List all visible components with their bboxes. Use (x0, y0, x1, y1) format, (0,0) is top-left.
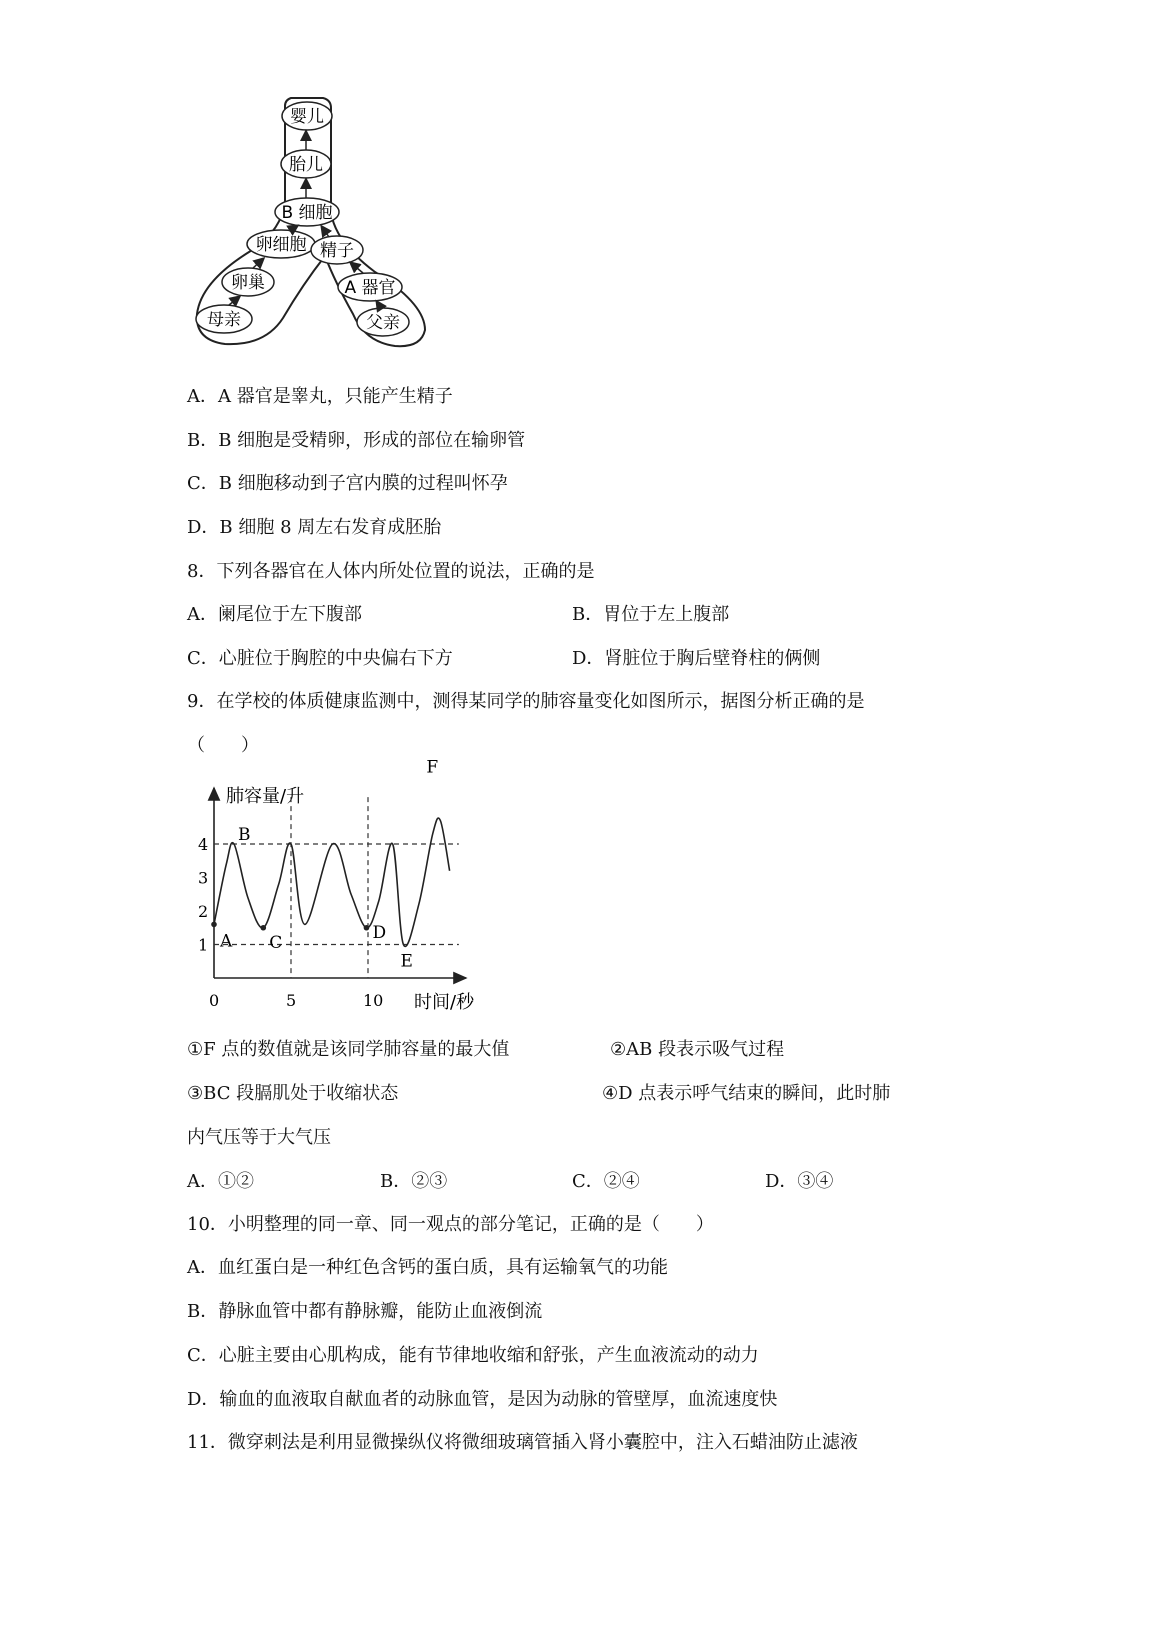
q10-option-a: A．血红蛋白是一种红色含钙的蛋白质，具有运输氧气的功能 (187, 1257, 668, 1278)
q9-statement-4-continued: 内气压等于大气压 (187, 1127, 331, 1148)
y-tick-2: 2 (198, 902, 209, 921)
q8-option-d: D．肾脏位于胸后壁脊柱的俩侧 (572, 648, 821, 669)
point-C (260, 925, 266, 931)
node-ovary-label: 卵巢 (231, 273, 265, 293)
reproduction-diagram (185, 92, 445, 352)
q9-option-c: C．②④ (572, 1171, 640, 1192)
x-axis-label: 时间/秒 (414, 992, 475, 1013)
q10-stem: 10．小明整理的同一章、同一观点的部分笔记，正确的是（ ） (187, 1214, 714, 1235)
q9-statement-3: ③BC 段膈肌处于收缩状态 (187, 1083, 399, 1104)
q7-option-c: C．B 细胞移动到子宫内膜的过程叫怀孕 (187, 473, 508, 494)
q9-option-b: B．②③ (380, 1171, 448, 1192)
lung-capacity-chart (190, 757, 500, 1023)
q10-option-c: C．心脏主要由心肌构成，能有节律地收缩和舒张，产生血液流动的动力 (187, 1345, 759, 1366)
q8-option-c: C．心脏位于胸腔的中央偏右下方 (187, 648, 453, 669)
point-A (211, 922, 217, 928)
q9-statement-4: ④D 点表示呼气结束的瞬间，此时肺 (602, 1083, 891, 1104)
q7-option-d: D．B 细胞 8 周左右发育成胚胎 (187, 517, 442, 538)
q8-stem: 8．下列各器官在人体内所处位置的说法，正确的是 (187, 561, 595, 582)
q11-stem: 11．微穿刺法是利用显微操纵仪将微细玻璃管插入肾小囊腔中，注入石蜡油防止滤液 (187, 1432, 858, 1453)
arrow-aorgan-sperm (351, 263, 363, 273)
q9-option-a: A．①② (187, 1171, 254, 1192)
arrow-ovary-egg (253, 259, 263, 268)
q10-option-b: B．静脉血管中都有静脉瓣，能防止血液倒流 (187, 1301, 543, 1322)
arrow-mother-ovary (229, 297, 239, 305)
q8-option-b: B．胃位于左上腹部 (572, 604, 730, 625)
point-label-C: C (269, 932, 283, 953)
q9-statement-2: ②AB 段表示吸气过程 (610, 1039, 785, 1060)
y-axis-label: 肺容量/升 (226, 786, 305, 807)
point-D (364, 925, 370, 931)
node-egg-label: 卵细胞 (255, 235, 307, 255)
q9-statement-1: ①F 点的数值就是该同学肺容量的最大值 (187, 1039, 510, 1060)
y-tick-4: 4 (198, 835, 209, 854)
node-sperm-label: 精子 (320, 241, 354, 261)
node-bcell-label: B 细胞 (281, 203, 333, 223)
q8-option-a: A．阑尾位于左下腹部 (187, 604, 362, 625)
point-label-F: F (426, 757, 439, 778)
x-tick-10: 10 (363, 991, 384, 1010)
y-tick-1: 1 (198, 935, 209, 955)
q7-option-a: A．A 器官是睾丸，只能产生精子 (187, 386, 453, 407)
q9-stem-continued: （ ） (187, 735, 259, 756)
q9-option-d: D．③④ (765, 1171, 834, 1192)
point-label-E: E (400, 951, 413, 972)
node-father-label: 父亲 (366, 313, 400, 333)
node-aorgan-label: A 器官 (344, 278, 396, 298)
q9-stem: 9．在学校的体质健康监测中，测得某同学的肺容量变化如图所示，据图分析正确的是 (187, 691, 865, 712)
point-label-A: A (220, 931, 233, 952)
node-fetus-label: 胎儿 (289, 155, 323, 175)
node-mother-label: 母亲 (207, 310, 241, 330)
point-label-B: B (238, 825, 251, 845)
q10-option-d: D．输血的血液取自献血者的动脉血管，是因为动脉的管壁厚，血流速度快 (187, 1389, 778, 1410)
y-tick-3: 3 (198, 868, 209, 888)
point-label-D: D (372, 922, 387, 943)
arrow-father-aorgan (377, 302, 381, 308)
x-tick-5: 5 (286, 991, 297, 1010)
arrow-sperm-bcell (322, 227, 329, 237)
q7-option-b: B．B 细胞是受精卵，形成的部位在输卵管 (187, 430, 526, 451)
x-tick-0: 0 (209, 991, 220, 1010)
node-baby-label: 婴儿 (290, 107, 324, 127)
